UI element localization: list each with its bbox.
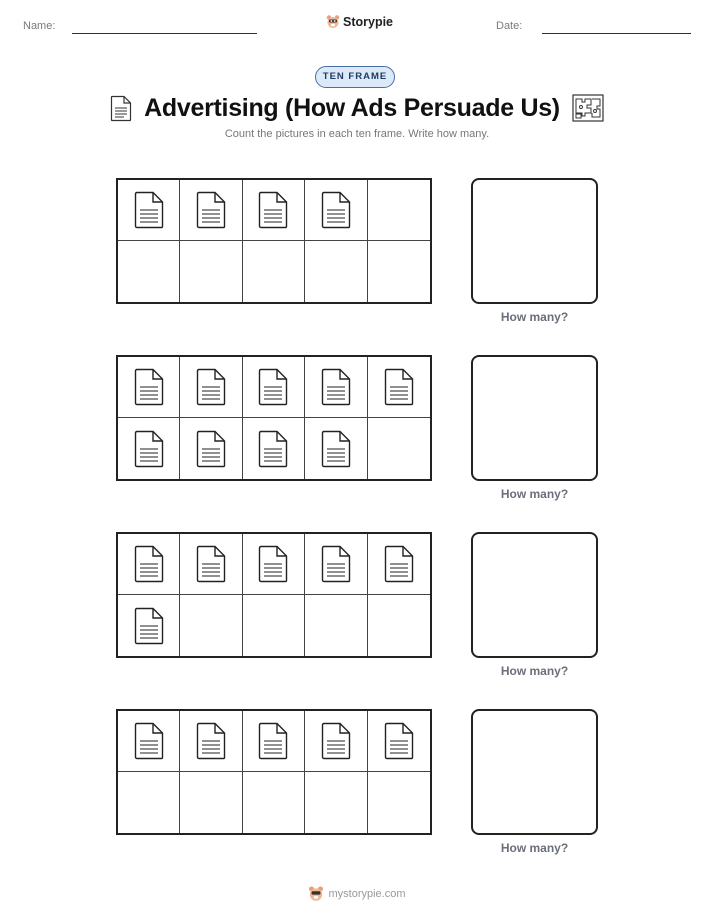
ten-frame-cell — [368, 534, 430, 595]
problem-4 — [0, 709, 714, 869]
brand-logo — [326, 14, 393, 30]
ten-frame-cell — [368, 772, 430, 833]
answer-box[interactable] — [471, 178, 598, 304]
document-icon — [258, 430, 288, 468]
title-row — [0, 90, 714, 126]
document-icon — [110, 95, 132, 122]
document-icon — [321, 430, 351, 468]
ten-frame-cell — [180, 772, 242, 833]
date-line[interactable] — [542, 33, 691, 34]
document-icon — [321, 368, 351, 406]
ten-frame-cell — [243, 241, 305, 302]
document-icon — [258, 545, 288, 583]
document-icon — [196, 191, 226, 229]
document-icon — [134, 545, 164, 583]
document-icon — [258, 722, 288, 760]
ten-frame-cell — [243, 418, 305, 479]
document-icon — [134, 191, 164, 229]
ten-frame-cell — [180, 241, 242, 302]
ten-frame-cell — [243, 357, 305, 418]
ten-frame-cell — [368, 357, 430, 418]
name-line[interactable] — [72, 33, 257, 34]
ten-frame-cell — [118, 357, 180, 418]
ten-frame-cell — [368, 180, 430, 241]
worksheet-header — [0, 0, 714, 50]
ten-frame-cell — [305, 180, 367, 241]
ten-frame-cell — [243, 534, 305, 595]
ten-frame — [116, 355, 432, 481]
name-label: Name: — [23, 20, 56, 32]
ten-frame-cell — [368, 418, 430, 479]
footer — [0, 885, 714, 903]
ten-frame-cell — [305, 534, 367, 595]
ten-frame — [116, 709, 432, 835]
date-label: Date: — [496, 20, 523, 32]
ten-frame-cell — [118, 534, 180, 595]
answer-box[interactable] — [471, 532, 598, 658]
puzzle-icon — [572, 94, 604, 122]
instructions: Count the pictures in each ten frame. Write how many. — [224, 128, 490, 140]
document-icon — [134, 368, 164, 406]
ten-frame-cell — [368, 595, 430, 656]
brand-name: Storypie — [343, 15, 394, 29]
document-icon — [321, 722, 351, 760]
ten-frame-cell — [180, 711, 242, 772]
ten-frame-cell — [305, 241, 367, 302]
problem-3 — [0, 532, 714, 692]
bear-mascot-icon — [326, 14, 340, 30]
document-icon — [384, 368, 414, 406]
ten-frame-cell — [305, 711, 367, 772]
how-many-label: How many? — [500, 310, 569, 324]
ten-frame-badge: TEN FRAME — [315, 66, 395, 88]
answer-box[interactable] — [471, 355, 598, 481]
ten-frame-cell — [180, 357, 242, 418]
ten-frame — [116, 532, 432, 658]
page-title: Advertising (How Ads Persuade Us) — [144, 93, 560, 122]
document-icon — [134, 607, 164, 645]
ten-frame-cell — [118, 711, 180, 772]
ten-frame-cell — [180, 180, 242, 241]
ten-frame-cell — [243, 180, 305, 241]
problem-1 — [0, 178, 714, 338]
ten-frame-cell — [305, 357, 367, 418]
ten-frame-cell — [118, 595, 180, 656]
how-many-label: How many? — [500, 664, 569, 678]
ten-frame — [116, 178, 432, 304]
ten-frame-cell — [243, 711, 305, 772]
document-icon — [258, 368, 288, 406]
ten-frame-cell — [180, 418, 242, 479]
ten-frame-cell — [180, 534, 242, 595]
document-icon — [134, 430, 164, 468]
footer-url[interactable]: mystorypie.com — [328, 888, 406, 900]
how-many-label: How many? — [500, 841, 569, 855]
ten-frame-cell — [368, 241, 430, 302]
ten-frame-cell — [118, 772, 180, 833]
document-icon — [196, 430, 226, 468]
answer-box[interactable] — [471, 709, 598, 835]
document-icon — [134, 722, 164, 760]
document-icon — [196, 722, 226, 760]
ten-frame-cell — [305, 418, 367, 479]
document-icon — [258, 191, 288, 229]
bear-mascot-icon — [308, 885, 324, 903]
document-icon — [196, 545, 226, 583]
ten-frame-cell — [243, 772, 305, 833]
document-icon — [384, 545, 414, 583]
ten-frame-cell — [118, 418, 180, 479]
ten-frame-cell — [243, 595, 305, 656]
document-icon — [196, 368, 226, 406]
ten-frame-cell — [118, 241, 180, 302]
problem-2 — [0, 355, 714, 515]
ten-frame-cell — [305, 772, 367, 833]
ten-frame-cell — [118, 180, 180, 241]
document-icon — [384, 722, 414, 760]
document-icon — [321, 191, 351, 229]
how-many-label: How many? — [500, 487, 569, 501]
ten-frame-cell — [180, 595, 242, 656]
ten-frame-cell — [305, 595, 367, 656]
document-icon — [321, 545, 351, 583]
ten-frame-cell — [368, 711, 430, 772]
